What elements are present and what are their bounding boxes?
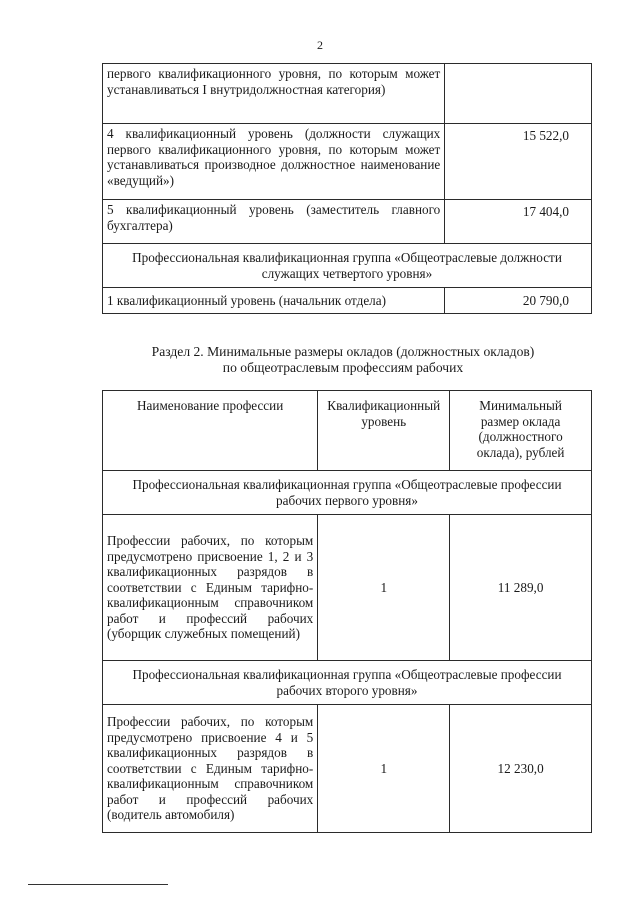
position-cell: 4 квалификационный уровень (должности служащих первого квалификационного уровня, по которым может устанавливаться производное должностное наименование «ведущий») — [103, 124, 445, 200]
group-header-row — [103, 244, 592, 288]
salary-cell: 20 790,0 — [445, 288, 592, 314]
salary-table-employees — [102, 63, 592, 314]
group-header: Профессиональная квалификационная группа «Общеотраслевые должности служащих четвертого уровня» — [103, 244, 592, 288]
position-cell: 1 квалификационный уровень (начальник отдела) — [103, 288, 445, 314]
table-row — [103, 515, 592, 661]
table-row — [103, 64, 592, 124]
salary-cell: 12 230,0 — [450, 705, 592, 833]
group-header-row — [103, 471, 592, 515]
header-level: Квалификационный уровень — [318, 391, 450, 471]
level-cell: 1 — [318, 705, 450, 833]
page-number: 2 — [317, 38, 323, 52]
profession-cell: Профессии рабочих, по которым предусмотрено присвоение 4 и 5 квалификационных разрядов в соответствии с Единым тарифно-квалификационным справочником работ и профессий рабочих (водитель автомобиля) — [103, 705, 318, 833]
position-cell: первого квалификационного уровня, по которым может устанавливаться I внутридолжностная категория) — [103, 64, 445, 124]
salary-cell: 11 289,0 — [450, 515, 592, 661]
footnote-divider — [28, 884, 168, 885]
header-row — [103, 391, 592, 471]
group-header: Профессиональная квалификационная группа «Общеотраслевые профессии рабочих второго уровня» — [103, 661, 592, 705]
group-header: Профессиональная квалификационная группа «Общеотраслевые профессии рабочих первого уровня» — [103, 471, 592, 515]
level-cell: 1 — [318, 515, 450, 661]
table-row — [103, 200, 592, 244]
profession-cell: Профессии рабочих, по которым предусмотрено присвоение 1, 2 и 3 квалификационных разрядов в соответствии с Единым тарифно-квалификационным справочником работ и профессий рабочих (уборщик служебных помещений) — [103, 515, 318, 661]
group-header-row — [103, 661, 592, 705]
salary-cell: 17 404,0 — [445, 200, 592, 244]
section-title — [0, 344, 640, 376]
header-profession: Наименование профессии — [103, 391, 318, 471]
salary-table-workers — [102, 390, 592, 833]
header-salary: Минимальный размер оклада (должностного оклада), рублей — [450, 391, 592, 471]
table-row — [103, 124, 592, 200]
section-title-line1: Раздел 2. Минимальные размеры окладов (должностных окладов) — [151, 344, 535, 359]
salary-cell — [445, 64, 592, 124]
section-title-line2: по общеотраслевым профессиям рабочих — [222, 360, 464, 375]
position-cell: 5 квалификационный уровень (заместитель главного бухгалтера) — [103, 200, 445, 244]
table-row — [103, 705, 592, 833]
salary-cell: 15 522,0 — [445, 124, 592, 200]
table-row — [103, 288, 592, 314]
